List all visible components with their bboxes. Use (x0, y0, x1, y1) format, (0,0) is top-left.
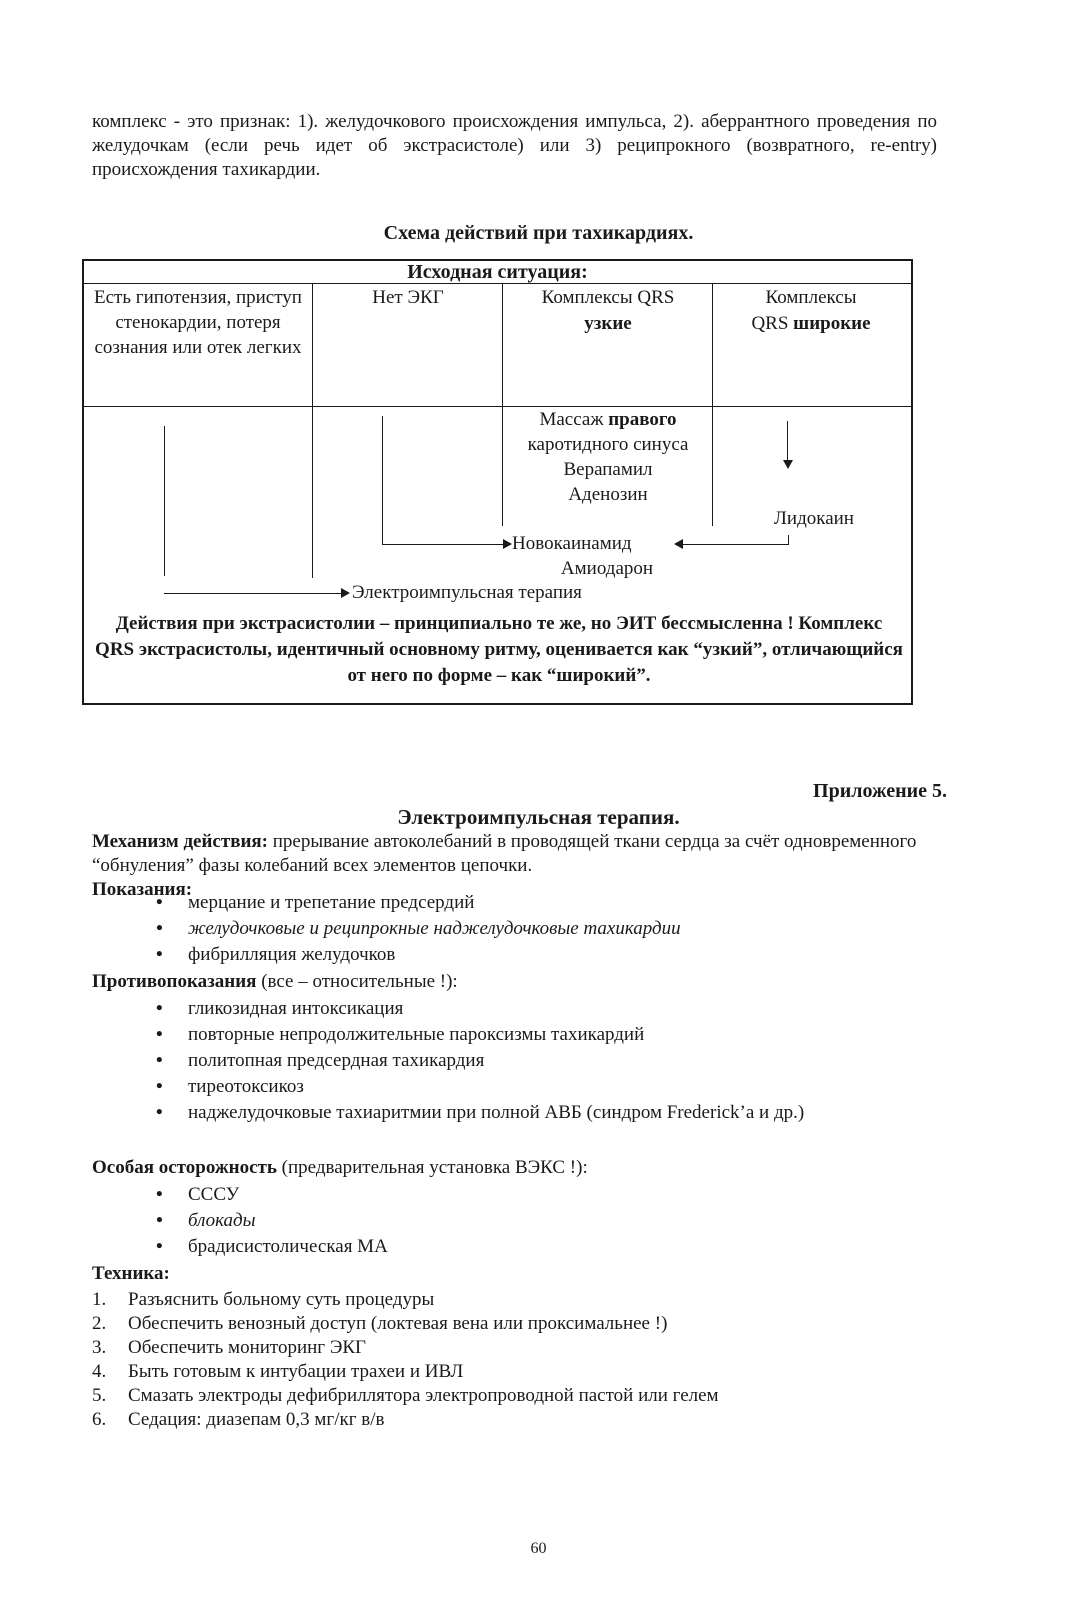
arrow-right-icon (341, 588, 350, 598)
drug-amiodarone: Амиодарон (560, 558, 654, 579)
drug-novocainamide: Новокаинамид (512, 533, 632, 554)
contraindications-label: Противопоказания (92, 971, 257, 992)
step-number: 6. (92, 1409, 107, 1430)
step-number: 1. (92, 1289, 107, 1310)
scheme-col-wide-qrs (716, 285, 906, 337)
narrow-qrs-label: Комплексы QRS (541, 287, 675, 308)
arrow-right-icon (503, 539, 512, 549)
indications-label: Показания: (92, 879, 193, 900)
scheme-col-no-ecg: Нет ЭКГ (372, 287, 444, 308)
appendix-title: Электроимпульсная терапия. (397, 805, 680, 829)
list-item: • фибрилляция желудочков (150, 942, 930, 968)
step-text: Смазать электроды дефибриллятора электропроводной пастой или гелем (128, 1385, 719, 1406)
step-text: Седация: диазепам 0,3 мг/кг в/в (128, 1409, 385, 1430)
page-number: 60 (530, 1540, 547, 1557)
scheme-note: Действия при экстрасистолии – принципиально те же, но ЭИТ бессмысленна ! Комплекс QRS экстрасистолы, идентичный основному ритму, оценивается как “узкий”, отличающийся от него по форме – как “широкий”. (95, 613, 903, 686)
mechanism-label: Механизм действия: (92, 831, 269, 852)
step-text: Разъяснить больному суть процедуры (128, 1289, 435, 1310)
list-item: • блокады (150, 1208, 930, 1234)
scheme-header: Исходная ситуация: (407, 261, 588, 283)
drug-lidocaine: Лидокаин (774, 508, 854, 529)
mechanism-text: прерывание автоколебаний в проводящей ткани сердца за счёт одновременного “обнуления” фазы колебаний всех элементов цепочки. (92, 831, 917, 876)
list-item: • мерцание и трепетание предсердий (150, 890, 930, 916)
wide-qrs-label-b: QRS (751, 313, 789, 334)
step-text: Обеспечить мониторинг ЭКГ (128, 1337, 367, 1358)
list-item: • наджелудочковые тахиаритмии при полной АВБ (синдром Frederick’a и др.) (150, 1100, 930, 1126)
contraindications-heading (92, 970, 942, 994)
list-item: • желудочковые и реципрокные наджелудочковые тахикардии (150, 916, 930, 942)
indications-list (150, 890, 930, 968)
scheme-title: Схема действий при тахикардиях. (383, 222, 694, 244)
step-number: 5. (92, 1385, 107, 1406)
list-item: • гликозидная интоксикация (150, 996, 930, 1022)
step-text: Обеспечить венозный доступ (локтевая вена или проксимальнее !) (128, 1313, 668, 1334)
list-item: • брадисистолическая МА (150, 1234, 930, 1260)
step-text: Быть готовым к интубации трахеи и ИВЛ (128, 1361, 464, 1382)
caution-heading (92, 1156, 942, 1180)
list-item (92, 1360, 912, 1384)
massage-word: Массаж (539, 409, 604, 430)
technique-label: Техника: (92, 1263, 170, 1284)
scheme-col-narrow-qrs (506, 285, 710, 337)
caution-list (150, 1182, 930, 1260)
list-item (92, 1408, 912, 1432)
caution-label: Особая осторожность (92, 1157, 277, 1178)
list-item: • политопная предсердная тахикардия (150, 1048, 930, 1074)
drug-verapamil: Верапамил (563, 459, 653, 480)
step-number: 2. (92, 1313, 107, 1334)
list-item (92, 1336, 912, 1360)
wide-qrs-label-a: Комплексы (765, 287, 857, 308)
wide-qrs-word: широкие (793, 313, 871, 334)
contraindications-list (150, 996, 930, 1126)
list-item (92, 1384, 912, 1408)
list-item: • повторные непродолжительные пароксизмы тахикардий (150, 1022, 930, 1048)
mechanism-paragraph (92, 830, 942, 878)
list-item (92, 1312, 912, 1336)
scheme-col-hypotension: Есть гипотензия, приступ стенокардии, потеря сознания или отек легких (94, 287, 302, 358)
massage-right: правого (608, 409, 677, 430)
list-item (92, 1288, 912, 1312)
massage-text (508, 407, 708, 507)
eit-label: Электроимпульсная терапия (352, 582, 582, 603)
appendix-label: Приложение 5. (813, 780, 947, 802)
scheme-box (82, 259, 913, 705)
drug-adenosine: Аденозин (568, 484, 648, 505)
step-number: 4. (92, 1361, 107, 1382)
contraindications-note: (все – относительные !): (261, 971, 458, 992)
step-number: 3. (92, 1337, 107, 1358)
caution-note: (предварительная установка ВЭКС !): (281, 1157, 588, 1178)
arrow-down-icon (783, 460, 793, 469)
technique-list (92, 1288, 912, 1432)
list-item: • СССУ (150, 1182, 930, 1208)
narrow-qrs-word: узкие (584, 313, 632, 334)
list-item: • тиреотоксикоз (150, 1074, 930, 1100)
intro-paragraph: комплекс - это признак: 1). желудочкового происхождения импульса, 2). аберрантного проведения по желудочкам (если речь идет об экстрасистоле) или 3) реципрокного (возвратного, re-entry) происхождения тахикардии. (92, 111, 937, 180)
massage-carotid: каротидного синуса (527, 434, 689, 455)
